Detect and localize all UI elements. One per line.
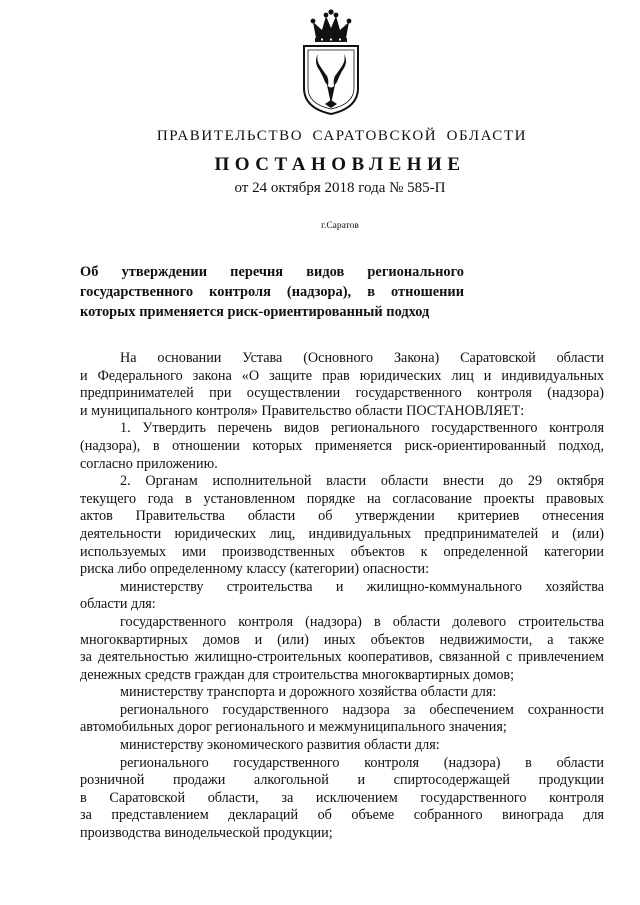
title-line: Об утверждении перечня видов регионального xyxy=(80,264,464,280)
body-line: многоквартирных домов и (или) иных объектов недвижимости, а также xyxy=(80,631,604,648)
document-type: ПОСТАНОВЛЕНИЕ xyxy=(214,154,466,175)
body-line: за представлением деклараций об объеме собранного винограда для xyxy=(80,807,604,824)
coat-of-arms-icon xyxy=(296,8,366,116)
document-date-number: от 24 октября 2018 года № 585-П xyxy=(234,180,446,196)
body-line: государственного контроля (надзора) в области долевого строительства xyxy=(120,613,604,630)
body-line: в Саратовской области, за исключением государственного контроля xyxy=(80,789,604,806)
document-body xyxy=(80,350,604,843)
body-line: регионального государственного контроля (надзора) в области xyxy=(120,754,604,771)
body-line: используемых ими производственных объектов к определенной категории xyxy=(80,543,604,560)
body-line: предпринимателей при осуществлении государственного контроля (надзора) xyxy=(80,385,604,402)
body-line: министерству экономического развития области для: xyxy=(120,737,440,754)
body-line: риска либо определенному классу (категории) опасности: xyxy=(80,561,430,578)
body-line: производства винодельческой продукции; xyxy=(80,825,333,842)
body-line: согласно приложению. xyxy=(80,455,218,472)
body-line: 1. Утвердить перечень видов регионального государственного контроля xyxy=(120,420,604,437)
title-line: государственного контроля (надзора), в отношении xyxy=(80,284,464,300)
body-line: 2. Органам исполнительной власти области внести до 29 октября xyxy=(120,473,604,490)
body-line: и Федерального закона «О защите прав юридических лиц и индивидуальных xyxy=(80,367,604,384)
body-line: актов Правительства области об утверждении критериев отнесения xyxy=(80,508,604,525)
body-line: денежных средств граждан для строительства многоквартирных домов; xyxy=(80,666,515,683)
title-line: которых применяется риск-ориентированный подход xyxy=(80,304,430,320)
body-line: области для: xyxy=(80,596,156,613)
body-line: за деятельностью жилищно-строительных кооперативов, связанной с привлечением xyxy=(80,649,604,666)
body-line: розничной продажи алкогольной и спиртосодержащей продукции xyxy=(80,772,604,789)
body-line: деятельности юридических лиц, индивидуальных предпринимателей и (или) xyxy=(80,525,604,542)
body-line: министерству строительства и жилищно-коммунального хозяйства xyxy=(120,578,604,595)
document-title xyxy=(80,262,464,322)
body-line: (надзора), в отношении которых применяется риск-ориентированный подход, xyxy=(80,437,604,454)
body-line: регионального государственного надзора за обеспечением сохранности xyxy=(120,701,604,718)
body-line: и муниципального контроля» Правительство области ПОСТАНОВЛЯЕТ: xyxy=(80,402,525,419)
document-place: г.Саратов xyxy=(321,221,359,231)
body-line: автомобильных дорог регионального и межмуниципального значения; xyxy=(80,719,507,736)
body-line: На основании Устава (Основного Закона) Саратовской области xyxy=(120,350,604,366)
body-line: министерству транспорта и дорожного хозяйства области для: xyxy=(120,684,497,701)
issuing-authority: ПРАВИТЕЛЬСТВО САРАТОВСКОЙ ОБЛАСТИ xyxy=(156,128,528,144)
body-line: текущего года в установленном порядке на согласование проекты правовых xyxy=(80,490,604,507)
